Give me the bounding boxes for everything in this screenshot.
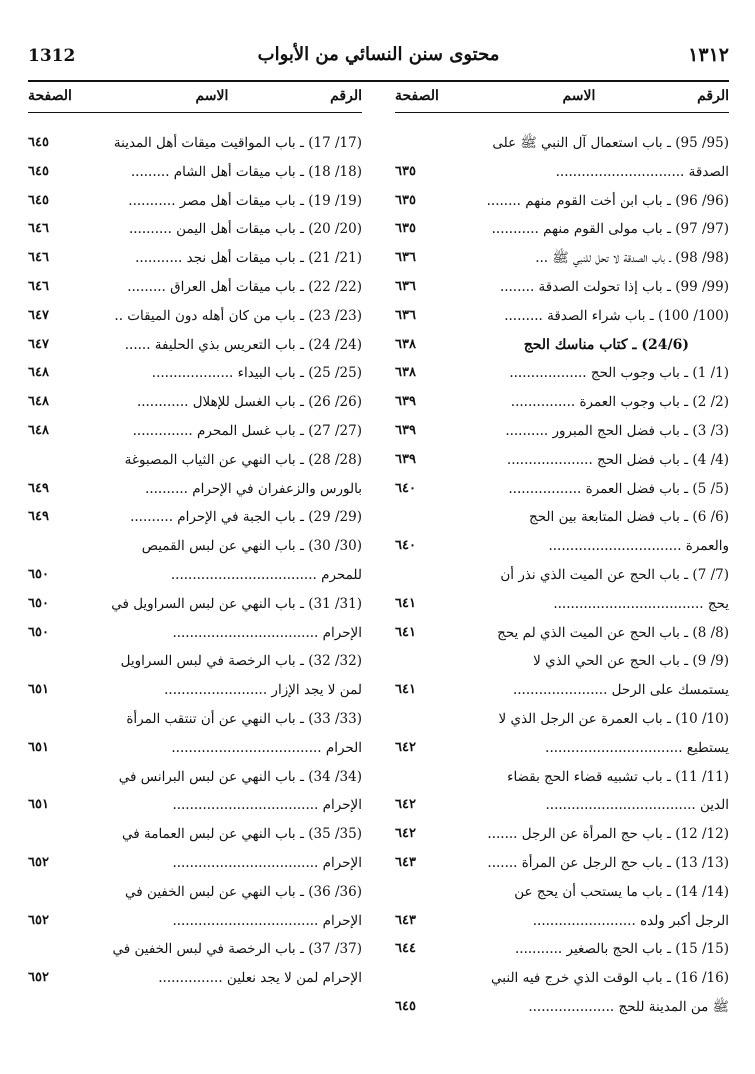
toc-entry bbox=[395, 446, 729, 475]
entry-text: الدين ................................... bbox=[545, 797, 729, 814]
entry-text: (7/ 7) ـ باب الحج عن الميت الذي نذر أن bbox=[500, 566, 729, 583]
toc-entry bbox=[395, 532, 729, 561]
entry-page-number: ٦٤٥ bbox=[28, 192, 49, 208]
entry-page-number: ٦٤٥ bbox=[395, 998, 416, 1014]
entry-page-number: ٦٣٦ bbox=[395, 307, 416, 323]
header-page: الصفحة bbox=[28, 88, 72, 104]
entry-text: للمحرم .................................. bbox=[170, 566, 362, 583]
toc-entry bbox=[28, 791, 362, 820]
toc-entry bbox=[395, 129, 729, 158]
toc-entry bbox=[28, 273, 362, 302]
toc-entry bbox=[395, 705, 729, 734]
toc-entry bbox=[395, 388, 729, 417]
entry-page-number: ٦٣٦ bbox=[395, 250, 416, 266]
toc-entry bbox=[28, 532, 362, 561]
entry-text: الإحرام .................................. bbox=[172, 912, 362, 929]
toc-entry bbox=[395, 878, 729, 907]
column-header bbox=[395, 88, 729, 112]
entry-text: (21/ 21) ـ باب ميقات أهل نجد ........... bbox=[135, 250, 362, 267]
toc-entry bbox=[395, 849, 729, 878]
entry-text: الإحرام .................................. bbox=[172, 854, 362, 871]
toc-entry bbox=[395, 964, 729, 993]
toc-entry bbox=[28, 388, 362, 417]
entry-page-number: ٦٤٢ bbox=[395, 826, 416, 842]
column-header-divider bbox=[395, 112, 729, 113]
entry-text: (31/ 31) ـ باب النهي عن لبس السراويل في bbox=[111, 595, 362, 612]
entry-text: (14/ 14) ـ باب ما يستحب أن يحج عن bbox=[514, 883, 729, 900]
entry-text: (18/ 18) ـ باب ميقات أهل الشام ......... bbox=[130, 163, 362, 180]
toc-entry bbox=[28, 215, 362, 244]
toc-entry bbox=[395, 763, 729, 792]
entry-text: (19/ 19) ـ باب ميقات أهل مصر ........... bbox=[128, 192, 362, 209]
entry-text: (25/ 25) ـ باب البيداء ................... bbox=[151, 365, 362, 382]
entry-page-number: ٦٥١ bbox=[28, 739, 49, 755]
entry-text: (4/ 4) ـ باب فضل الحج .................... bbox=[506, 451, 729, 468]
toc-entry bbox=[28, 878, 362, 907]
entry-text: (20/ 20) ـ باب ميقات أهل اليمن .......... bbox=[128, 221, 362, 238]
entry-text: (29/ 29) ـ باب الجبة في الإحرام .......... bbox=[130, 509, 362, 526]
toc-entry bbox=[395, 561, 729, 590]
entry-text: (32/ 32) ـ باب الرخصة في لبس السراويل bbox=[120, 653, 362, 670]
toc-entry bbox=[28, 302, 362, 331]
toc-entry bbox=[395, 503, 729, 532]
entry-page-number: ٦٥٠ bbox=[28, 566, 49, 582]
entry-text: (24/ 24) ـ باب التعريس بذي الحليفة ...... bbox=[124, 336, 362, 353]
toc-entry bbox=[28, 647, 362, 676]
entry-page-number: ٦٤٠ bbox=[395, 538, 416, 554]
entry-page-number: ٦٤٠ bbox=[395, 480, 416, 496]
entry-text: (33/ 33) ـ باب النهي عن أن تنتقب المرأة bbox=[126, 710, 362, 727]
entry-text: الحرام ................................... bbox=[171, 739, 362, 756]
page-header bbox=[28, 38, 729, 78]
entry-text: والعمرة ............................... bbox=[548, 538, 729, 555]
toc-entry bbox=[28, 935, 362, 964]
toc-entry bbox=[28, 475, 362, 504]
entry-text: بالورس والزعفران في الإحرام .......... bbox=[145, 480, 362, 497]
entry-page-number: ٦٤٨ bbox=[28, 422, 49, 438]
entry-page-number: ٦٤٢ bbox=[395, 739, 416, 755]
entry-page-number: ٦٣٩ bbox=[395, 451, 416, 467]
entry-page-number: ٦٣٩ bbox=[395, 394, 416, 410]
entry-text: (3/ 3) ـ باب فضل الحج المبرور .......... bbox=[505, 422, 729, 439]
header-name: الاسم bbox=[195, 88, 229, 104]
toc-entry bbox=[395, 273, 729, 302]
toc-entry bbox=[395, 935, 729, 964]
toc-entry bbox=[28, 676, 362, 705]
toc-entry bbox=[28, 590, 362, 619]
entry-text: (99/ 99) ـ باب إذا تحولت الصدقة ........ bbox=[499, 278, 729, 295]
entry-text: (5/ 5) ـ باب فضل العمرة ................. bbox=[508, 480, 729, 497]
entry-text: (2/ 2) ـ باب وجوب العمرة ............... bbox=[510, 394, 729, 411]
entry-page-number: ٦٥٢ bbox=[28, 912, 49, 928]
toc-entry bbox=[28, 734, 362, 763]
entry-text: (15/ 15) ـ باب الحج بالصغير ........... bbox=[515, 941, 729, 958]
toc-entry bbox=[28, 907, 362, 936]
entry-page-number: ٦٤٥ bbox=[28, 163, 49, 179]
entry-page-number: ٦٥٢ bbox=[28, 970, 49, 986]
toc-entry bbox=[395, 791, 729, 820]
entry-text: الإحرام لمن لا يجد نعلين ............... bbox=[158, 970, 362, 987]
entry-text: يستمسك على الرحل ...................... bbox=[512, 682, 729, 699]
entry-page-number: ٦٣٦ bbox=[395, 278, 416, 294]
entry-page-number: ٦٥٠ bbox=[28, 624, 49, 640]
toc-entry bbox=[395, 158, 729, 187]
header-page: الصفحة bbox=[395, 88, 439, 104]
entry-page-number: ٦٤١ bbox=[395, 624, 416, 640]
entry-page-number: ٦٥١ bbox=[28, 797, 49, 813]
entry-text: الرجل أكبر ولده ........................ bbox=[532, 912, 729, 929]
toc-entry bbox=[395, 647, 729, 676]
entry-text: (22/ 22) ـ باب ميقات أهل العراق ......... bbox=[127, 278, 362, 295]
toc-entry bbox=[395, 187, 729, 216]
entry-text: (95/ 95) ـ باب استعمال آل النبي ﷺ على bbox=[492, 135, 729, 151]
page-title: محتوى سنن النسائي من الأبواب bbox=[257, 44, 500, 65]
entry-page-number: ٦٤٣ bbox=[395, 854, 416, 870]
toc-entry bbox=[28, 331, 362, 360]
entry-text: الصدقة .............................. bbox=[555, 163, 729, 180]
entry-page-number: ٦٣٥ bbox=[395, 192, 416, 208]
toc-entry bbox=[395, 907, 729, 936]
entry-text: الإحرام .................................. bbox=[172, 797, 362, 814]
page-number-arabic: ١٣١٢ bbox=[688, 44, 729, 66]
entry-text: (8/ 8) ـ باب الحج عن الميت الذي لم يحج bbox=[497, 624, 729, 641]
header-number: الرقم bbox=[330, 88, 362, 104]
entry-text: (98/ 98) ـ باب الصدقة لا تحل للنبي ﷺ ... bbox=[535, 250, 729, 267]
entry-text: (11/ 11) ـ باب تشبيه قضاء الحج بقضاء bbox=[507, 768, 729, 785]
entry-text: ﷺ من المدينة للحج .................... bbox=[528, 998, 729, 1015]
toc-entry bbox=[28, 446, 362, 475]
toc-entry bbox=[28, 187, 362, 216]
entry-text: (23/ 23) ـ باب من كان أهله دون الميقات .. bbox=[114, 307, 362, 324]
toc-entry bbox=[28, 158, 362, 187]
entry-text: (35/ 35) ـ باب النهي عن لبس العمامة في bbox=[122, 826, 362, 843]
entry-text: (97/ 97) ـ باب مولى القوم منهم ........... bbox=[491, 221, 729, 238]
toc-entry bbox=[28, 561, 362, 590]
toc-entry bbox=[28, 619, 362, 648]
page-number-latin: 1312 bbox=[28, 46, 76, 66]
right-entry-list bbox=[395, 129, 729, 1022]
toc-entry bbox=[395, 676, 729, 705]
toc-entry bbox=[395, 475, 729, 504]
entry-page-number: ٦٤٧ bbox=[28, 336, 49, 352]
entry-page-number: ٦٣٥ bbox=[395, 221, 416, 237]
toc-entry bbox=[28, 244, 362, 273]
toc-entry bbox=[395, 590, 729, 619]
entry-page-number: ٦٤٦ bbox=[28, 221, 49, 237]
entry-text: (12/ 12) ـ باب حج المرأة عن الرجل ....... bbox=[487, 826, 729, 843]
entry-text: (9/ 9) ـ باب الحج عن الحي الذي لا bbox=[533, 653, 729, 670]
toc-entry bbox=[395, 215, 729, 244]
entry-text: (1/ 1) ـ باب وجوب الحج .................. bbox=[509, 365, 729, 382]
column-header bbox=[28, 88, 362, 112]
toc-entry bbox=[28, 417, 362, 446]
entry-text: (24/6) ـ كتاب مناسك الحج bbox=[523, 336, 689, 353]
entry-text: (6/ 6) ـ باب فضل المتابعة بين الحج bbox=[528, 509, 729, 526]
toc-entry bbox=[28, 705, 362, 734]
entry-page-number: ٦٥٠ bbox=[28, 595, 49, 611]
header-number: الرقم bbox=[697, 88, 729, 104]
entry-page-number: ٦٣٥ bbox=[395, 163, 416, 179]
toc-entry bbox=[28, 503, 362, 532]
entry-page-number: ٦٤٩ bbox=[28, 509, 49, 525]
toc-entry bbox=[395, 417, 729, 446]
entry-text: (27/ 27) ـ باب غسل المحرم .............. bbox=[132, 422, 362, 439]
entry-page-number: ٦٤٢ bbox=[395, 797, 416, 813]
entry-text: (100/ 100) ـ باب شراء الصدقة ......... bbox=[504, 307, 729, 324]
entry-page-number: ٦٤٨ bbox=[28, 394, 49, 410]
toc-entry bbox=[28, 763, 362, 792]
entry-text: (34/ 34) ـ باب النهي عن لبس البرانس في bbox=[118, 768, 362, 785]
entry-page-number: ٦٤٦ bbox=[28, 250, 49, 266]
header-divider bbox=[28, 80, 729, 82]
entry-page-number: ٦٤٣ bbox=[395, 912, 416, 928]
toc-entry bbox=[28, 129, 362, 158]
entry-page-number: ٦٤٨ bbox=[28, 365, 49, 381]
toc-entry bbox=[395, 734, 729, 763]
toc-entry bbox=[395, 820, 729, 849]
toc-entry bbox=[395, 619, 729, 648]
entry-page-number: ٦٤٧ bbox=[28, 307, 49, 323]
entry-text: (10/ 10) ـ باب العمرة عن الرجل الذي لا bbox=[498, 710, 729, 727]
left-entry-list bbox=[28, 129, 362, 993]
right-column bbox=[395, 88, 729, 1022]
column-header-divider bbox=[28, 112, 362, 113]
toc-entry bbox=[395, 244, 729, 273]
entry-text: يستطيع ................................ bbox=[545, 739, 729, 756]
header-name: الاسم bbox=[562, 88, 596, 104]
entry-page-number: ٦٤٦ bbox=[28, 278, 49, 294]
toc-entry bbox=[28, 820, 362, 849]
entry-text: (96/ 96) ـ باب ابن أخت القوم منهم ........ bbox=[486, 192, 729, 209]
entry-page-number: ٦٤٥ bbox=[28, 135, 49, 150]
entry-page-number: ٦٤١ bbox=[395, 595, 416, 611]
entry-page-number: ٦٣٩ bbox=[395, 422, 416, 438]
entry-text: (26/ 26) ـ باب الغسل للإهلال ............ bbox=[136, 394, 362, 411]
entry-text: (16/ 16) ـ باب الوقت الذي خرج فيه النبي bbox=[491, 970, 729, 987]
entry-page-number: ٦٤٤ bbox=[395, 941, 416, 957]
entry-page-number: ٦٥٢ bbox=[28, 854, 49, 870]
entry-text: (17/ 17) ـ باب المواقيت ميقات أهل المدينة bbox=[113, 135, 362, 151]
toc-entry bbox=[395, 302, 729, 331]
entry-text: يحج ................................... bbox=[553, 595, 729, 612]
toc-entry bbox=[28, 849, 362, 878]
entry-page-number: ٦٥١ bbox=[28, 682, 49, 698]
entry-page-number: ٦٣٨ bbox=[395, 336, 416, 352]
toc-entry bbox=[395, 359, 729, 388]
entry-text: (13/ 13) ـ باب حج الرجل عن المرأة ....... bbox=[487, 854, 729, 871]
left-column bbox=[28, 88, 362, 993]
entry-page-number: ٦٤٩ bbox=[28, 480, 49, 496]
toc-entry bbox=[395, 993, 729, 1022]
entry-text: (30/ 30) ـ باب النهي عن لبس القميص bbox=[141, 538, 362, 555]
toc-entry bbox=[28, 359, 362, 388]
entry-text: (28/ 28) ـ باب النهي عن الثياب المصبوغة bbox=[124, 451, 362, 468]
section-heading bbox=[395, 331, 729, 360]
toc-entry bbox=[28, 964, 362, 993]
entry-page-number: ٦٤١ bbox=[395, 682, 416, 698]
entry-text: الإحرام .................................. bbox=[172, 624, 362, 641]
entry-text: لمن لا يجد الإزار ........................ bbox=[164, 682, 362, 699]
entry-page-number: ٦٣٨ bbox=[395, 365, 416, 381]
entry-text: (36/ 36) ـ باب النهي عن لبس الخفين في bbox=[125, 883, 362, 900]
entry-text: (37/ 37) ـ باب الرخصة في لبس الخفين في bbox=[112, 941, 362, 958]
